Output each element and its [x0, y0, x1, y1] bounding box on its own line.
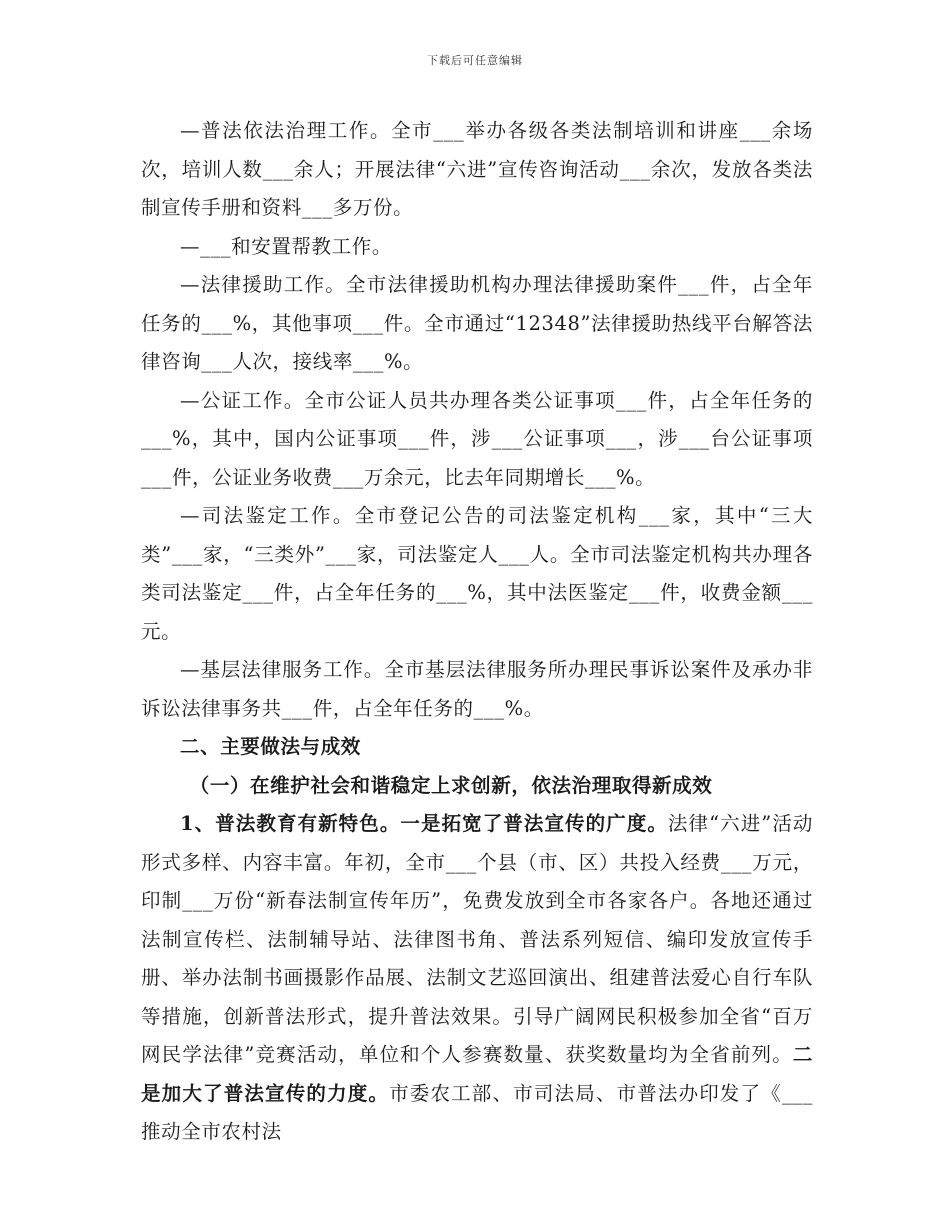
- page-header: 下载后可任意编辑: [427, 54, 523, 67]
- paragraph-lead-2: 二是加大了普法宣传的力度。: [141, 1043, 813, 1105]
- paragraph-legal-aid: —法律援助工作。全市法律援助机构办理法律援助案件___件，占全年任务的___%，其他事项___件。全市通过“12348”法律援助热线平台解答法律咨询___人次，接线率___%。: [141, 273, 813, 373]
- document-body: [141, 112, 813, 1152]
- paragraph-notary: —公证工作。全市公证人员共办理各类公证事项___件，占全年任务的___%，其中，国内公证事项___件，涉___公证事项___，涉___台公证事项___件，公证业务收费___万余元，比去年同期增长___%。: [141, 388, 813, 489]
- paragraph-grassroots-service: —基层法律服务工作。全市基层法律服务所办理民事诉讼案件及承办非诉讼法律事务共___件，占全年任务的___%。: [141, 658, 813, 720]
- section-heading: 二、主要做法与成效: [180, 735, 361, 758]
- paragraph-lead: 1、普法教育有新特色。一是拓宽了普法宣传的广度。: [180, 812, 668, 835]
- subsection-heading: （一）在维护社会和谐稳定上求创新，依法治理取得新成效: [189, 773, 713, 797]
- paragraph-body-2: 市委农工部、市司法局、市普法办印发了《___推动全市农村法: [141, 1081, 813, 1143]
- paragraph-judicial-appraisal: —司法鉴定工作。全市登记公告的司法鉴定机构___家，其中“三大类”___家，“三类外”___家，司法鉴定人___人。全市司法鉴定机构共办理各类司法鉴定___件，占全年任务的___%，其中法医鉴定___件，收费金额___元。: [141, 504, 813, 643]
- paragraph-legal-education: —普法依法治理工作。全市___举办各级各类法制培训和讲座___余场次，培训人数___余人；开展法律“六进”宣传咨询活动___余次，发放各类法制宣传手册和资料___多万份。: [141, 119, 813, 219]
- paragraph-education-features: [141, 805, 813, 1152]
- paragraph-resettlement: —___和安置帮教工作。: [180, 234, 392, 258]
- paragraph-body: 法律“六进”活动形式多样、内容丰富。年初，全市___个县（市、区）共投入经费___万元，印制___万份“新春法制宣传年历”，免费发放到全市各家各户。各地还通过法制宣传栏、法制辅导站、法律图书角、普法系列短信、编印发放宣传手册、举办法制书画摄影作品展、法制文艺巡回演出、组建普法爱心自行车队等措施，创新普法形式，提升普法效果。引导广阔网民积极参加全省“百万网民学法律”竞赛活动，单位和个人参赛数量、获奖数量均为全省前列。: [141, 812, 813, 1066]
